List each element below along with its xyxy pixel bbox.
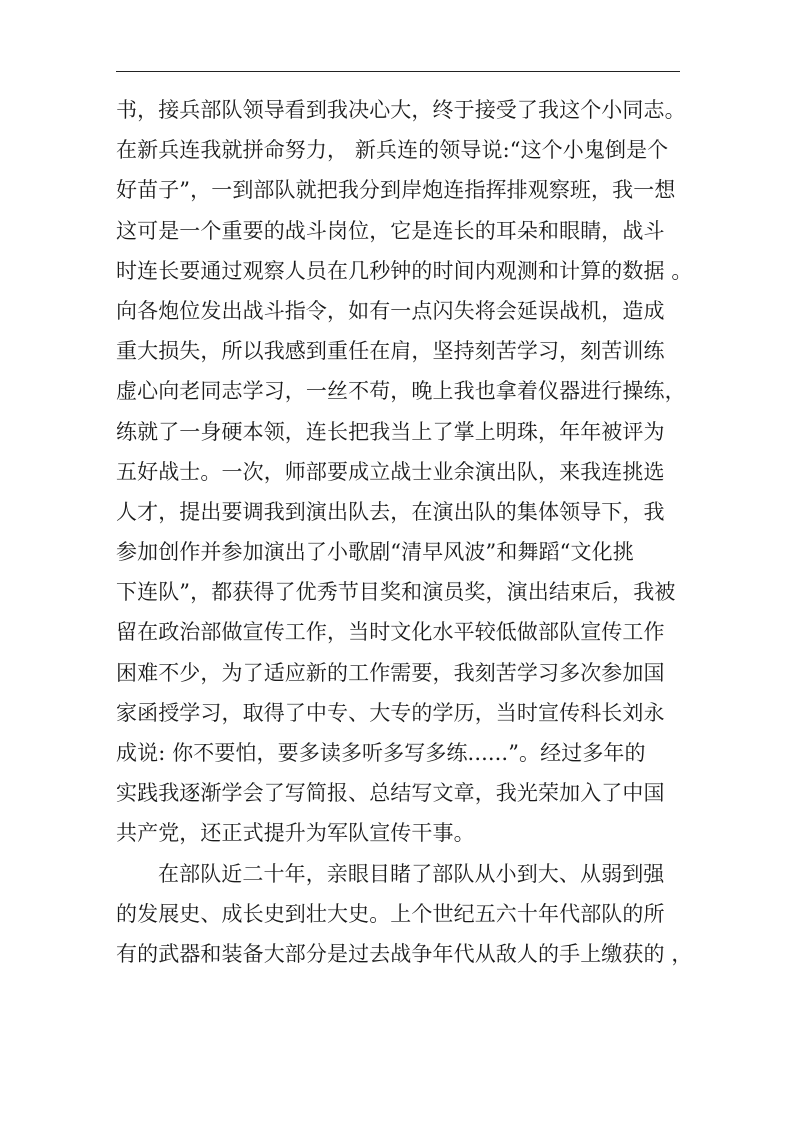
header-rule [116, 71, 680, 72]
text-line: 虚心向老同志学习，一丝不苟，晚上我也拿着仪器进行操练， [116, 379, 686, 404]
text-line: 这可是一个重要的战斗岗位，它是连长的耳朵和眼睛，战斗 [116, 218, 665, 243]
text-line: 重大损失，所以我感到重任在肩，坚持刻苦学习，刻苦训练 [116, 339, 665, 364]
text-line: 向各炮位发出战斗指令，如有一点闪失将会延误战机，造成 [116, 298, 665, 323]
text-line: 的发展史、成长史到壮大史。上个世纪五六十年代部队的所 [116, 901, 665, 926]
paragraph-start-line: 在部队近二十年，亲眼目睹了部队从小到大、从弱到强 [158, 861, 665, 886]
text-line: 实践我逐渐学会了写简报、总结写文章，我光荣加入了中国 [116, 781, 665, 806]
text-line: 书，接兵部队领导看到我决心大，终于接受了我这个小同志。 [116, 98, 686, 122]
text-line: 时连长要通过观察人员在几秒钟的时间内观测和计算的数据 。 [116, 258, 693, 283]
text-line: 练就了一身硬本领，连长把我当上了掌上明珠，年年被评为 [116, 419, 665, 444]
text-line: 下连队”，都获得了优秀节目奖和演员奖，演出结束后，我被 [116, 580, 676, 605]
text-line: 在新兵连我就拼命努力， 新兵连的领导说:“这个小鬼倒是个 [116, 138, 669, 163]
text-line: 成说: 你不要怕，要多读多听多写多练......”。经过多年的 [116, 741, 646, 765]
document-body [116, 90, 693, 974]
text-line: 留在政治部做宣传工作，当时文化水平较低做部队宣传工作 [116, 620, 665, 645]
text-line: 家函授学习，取得了中专、大专的学历，当时宣传科长刘永 [116, 700, 665, 725]
text-line: 参加创作并参加演出了小歌剧“清早风波”和舞蹈“文化挑 [116, 540, 634, 565]
text-line: 困难不少，为了适应新的工作需要，我刻苦学习多次参加国 [116, 660, 665, 685]
text-line: 共产党，还正式提升为军队宣传干事。 [116, 821, 475, 846]
text-line: 有的武器和装备大部分是过去战争年代从敌人的手上缴获的 ， [116, 941, 693, 966]
text-line: 人才，提出要调我到演出队去，在演出队的集体领导下，我 [116, 499, 665, 524]
text-line: 五好战士。一次，师部要成立战士业余演出队，来我连挑选 [116, 459, 665, 484]
text-line: 好苗子”，一到部队就把我分到岸炮连指挥排观察班，我一想 [116, 178, 676, 203]
